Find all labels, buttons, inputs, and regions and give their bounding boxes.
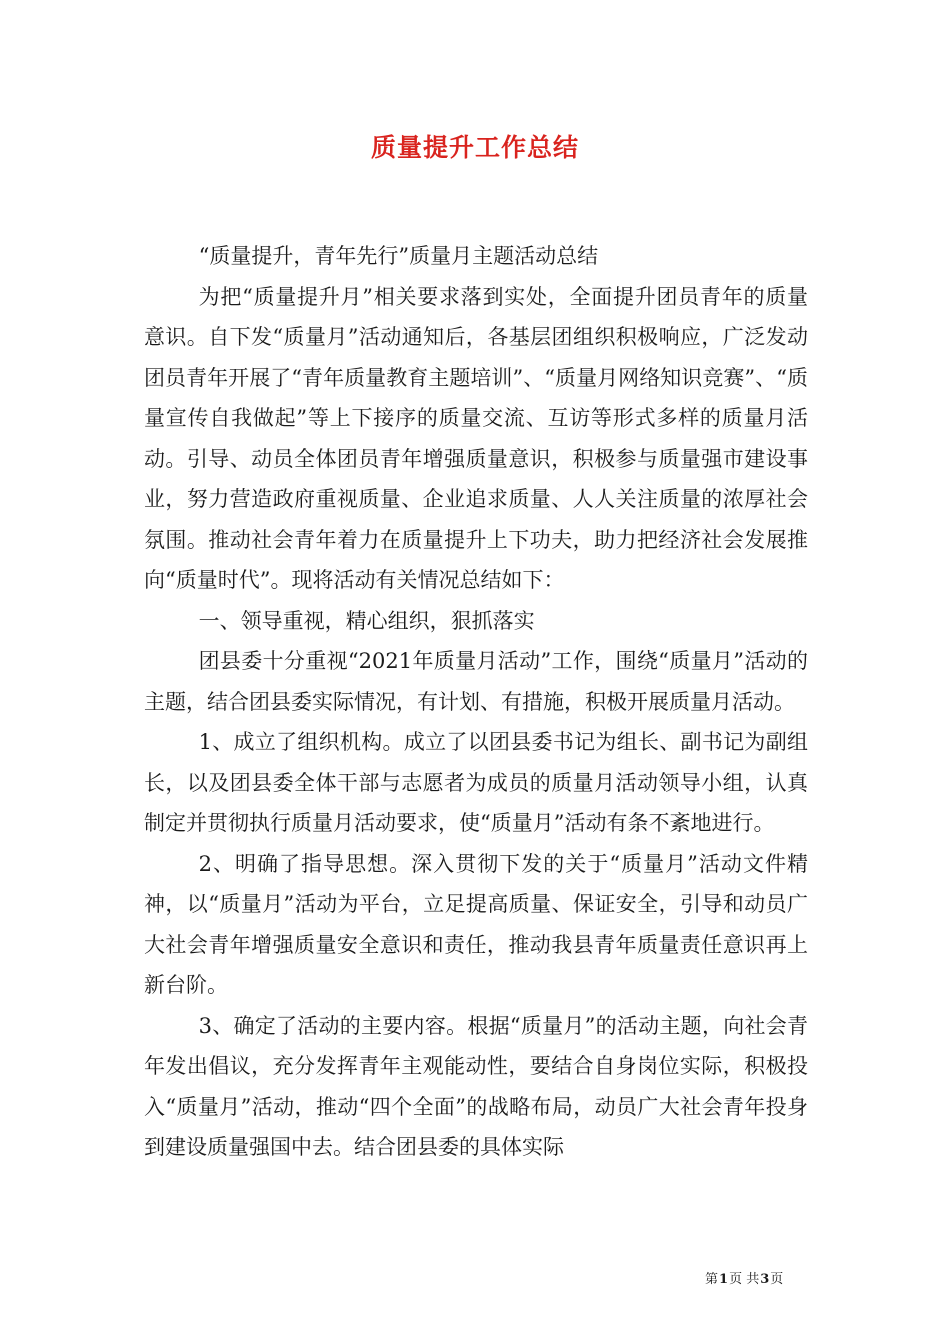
- page-number-footer: [705, 1268, 815, 1287]
- list-paragraph: 2、明确了指导思想。深入贯彻下发的关于“质量月”活动文件精神，以“质量月”活动为平台，立足提高质量、保证安全，引导和动员广大社会青年增强质量安全意识和责任，推动我县青年质量责任意识再上新台阶。: [144, 851, 808, 997]
- list-paragraph: 3、确定了活动的主要内容。根据“质量月”的活动主题，向社会青年发出倡议，充分发挥青年主观能动性，要结合自身岗位实际，积极投入“质量月”活动，推动“四个全面”的战略布局，动员广大社会青年投身到建设质量强国中去。结合团县委的具体实际: [144, 1013, 808, 1159]
- intro-paragraph: 为把“质量提升月”相关要求落到实处，全面提升团员青年的质量意识。自下发“质量月”活动通知后，各基层团组织积极响应，广泛发动团员青年开展了“青年质量教育主题培训”、“质量月网络知识竞赛”、“质量宣传自我做起”等上下接序的质量交流、互访等形式多样的质量月活动。引导、动员全体团员青年增强质量意识，积极参与质量强市建设事业，努力营造政府重视质量、企业追求质量、人人关注质量的浓厚社会氛围。推动社会青年着力在质量提升上下功夫，助力把经济社会发展推向“质量时代”。现将活动有关情况总结如下：: [144, 284, 808, 592]
- total-pages-number: 3: [760, 1272, 770, 1287]
- list-paragraph: 1、成立了组织机构。成立了以团县委书记为组长、副书记为副组长，以及团县委全体干部与志愿者为成员的质量月活动领导小组，认真制定并贯彻执行质量月活动要求，使“质量月”活动有条不紊地进行。: [144, 730, 808, 835]
- document-subtitle: “质量提升，青年先行”质量月主题活动总结: [198, 244, 599, 268]
- document-title: 质量提升工作总结: [370, 133, 579, 162]
- section-paragraph: 团县委十分重视“2021年质量月活动”工作，围绕“质量月”活动的主题，结合团县委实际情况，有计划、有措施，积极开展质量月活动。: [144, 649, 808, 714]
- footer-suffix: 页: [770, 1272, 784, 1287]
- footer-prefix: 第: [705, 1272, 719, 1287]
- document-body: [144, 236, 808, 1168]
- current-page-number: 1: [719, 1272, 729, 1287]
- section-heading: 一、领导重视，精心组织，狠抓落实: [198, 608, 535, 633]
- footer-middle: 页 共: [729, 1272, 760, 1287]
